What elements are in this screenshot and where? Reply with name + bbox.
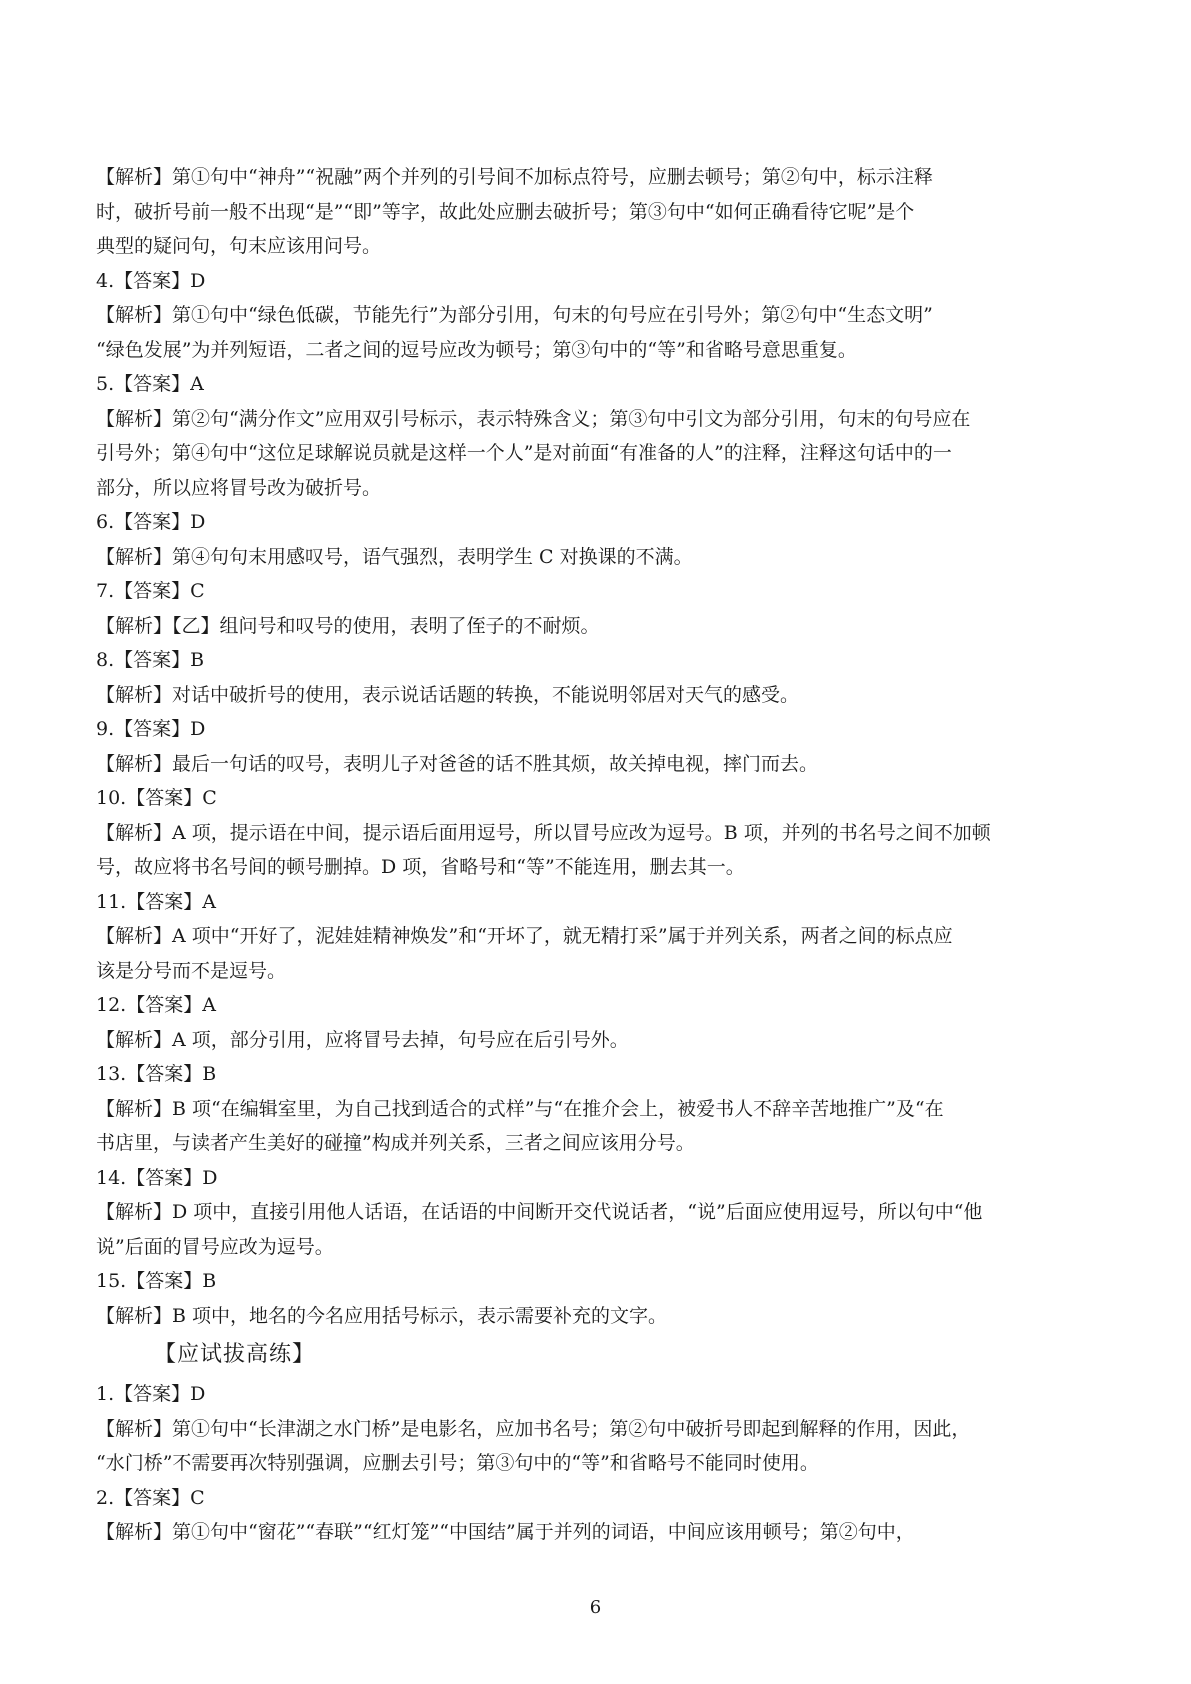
text-line: 【解析】【乙】组问号和叹号的使用，表明了侄子的不耐烦。 <box>96 614 600 637</box>
text-line: 5.【答案】A <box>96 373 204 395</box>
text-line: 【解析】B 项中，地名的今名应用括号标示，表示需要补充的文字。 <box>96 1304 668 1327</box>
text-line: 【解析】A 项中“开好了，泥娃娃精神焕发”和“开坏了，就无精打采”属于并列关系，两者之间的标点应 <box>96 925 953 947</box>
text-line: 部分，所以应将冒号改为破折号。 <box>96 476 382 499</box>
page-number: 6 <box>589 1597 602 1618</box>
section-heading: 【应试拔高练】 <box>154 1342 316 1367</box>
text-line: “水门桥”不需要再次特别强调，应删去引号；第③句中的“等”和省略号不能同时使用。 <box>96 1452 819 1474</box>
text-line: 说”后面的冒号应改为逗号。 <box>96 1235 334 1258</box>
text-line: 7.【答案】C <box>96 580 205 602</box>
text-line: 号，故应将书名号间的顿号删掉。D 项，省略号和“等”不能连用，删去其一。 <box>96 856 745 878</box>
text-line: 【解析】第①句中“神舟”“祝融”两个并列的引号间不加标点符号，应删去顿号；第②句中，标示注释 <box>96 166 933 188</box>
text-line: 【解析】第①句中“长津湖之水门桥”是电影名，应加书名号；第②句中破折号即起到解释的作用，因此， <box>96 1417 971 1440</box>
text-line: 11.【答案】A <box>96 890 216 913</box>
text-line: 【解析】第①句中“绿色低碳，节能先行”为部分引用，句末的句号应在引号外；第②句中“生态文明” <box>96 304 933 326</box>
answers-part-2 <box>96 1377 1096 1550</box>
text-line: 【解析】对话中破折号的使用，表示说话话题的转换，不能说明邻居对天气的感受。 <box>96 683 800 706</box>
text-line: 2.【答案】C <box>96 1486 205 1509</box>
text-line: 【解析】第④句句末用感叹号，语气强烈，表明学生 C 对换课的不满。 <box>96 545 693 568</box>
text-line: 8.【答案】B <box>96 649 205 671</box>
text-line: 12.【答案】A <box>96 994 216 1016</box>
text-line: 【解析】第①句中“窗花”“春联”“红灯笼”“中国结”属于并列的词语，中间应该用顿号；第②句中， <box>96 1521 915 1543</box>
text-line: 1.【答案】D <box>96 1383 206 1405</box>
text-line: “绿色发展”为并列短语，二者之间的逗号应改为顿号；第③句中的“等”和省略号意思重复。 <box>96 338 857 361</box>
answers-part-1 <box>96 160 1096 1333</box>
text-line: 【解析】B 项“在编辑室里，为自己找到适合的式样”与“在推介会上，被爱书人不辞辛苦地推广”及“在 <box>96 1097 944 1120</box>
text-line: 6.【答案】D <box>96 511 206 533</box>
text-line: 10.【答案】C <box>96 787 217 809</box>
text-line: 【解析】最后一句话的叹号，表明儿子对爸爸的话不胜其烦，故关掉电视，摔门而去。 <box>96 752 819 775</box>
text-line: 4.【答案】D <box>96 269 206 292</box>
text-line: 【解析】第②句“满分作文”应用双引号标示，表示特殊含义；第③句中引文为部分引用，句末的句号应在 <box>96 407 971 430</box>
text-line: 书店里，与读者产生美好的碰撞”构成并列关系，三者之间应该用分号。 <box>96 1132 695 1154</box>
text-line: 14.【答案】D <box>96 1166 218 1189</box>
text-line: 【解析】D 项中，直接引用他人话语，在话语的中间断开交代说话者，“说”后面应使用逗号，所以句中“他 <box>96 1201 983 1223</box>
answer-analysis-text <box>96 160 1096 1550</box>
text-line: 9.【答案】D <box>96 718 206 740</box>
text-line: 引号外；第④句中“这位足球解说员就是这样一个人”是对前面“有准备的人”的注释，注释这句话中的一 <box>96 442 952 464</box>
text-line: 【解析】A 项，部分引用，应将冒号去掉，句号应在后引号外。 <box>96 1028 629 1051</box>
text-line: 典型的疑问句，句末应该用问号。 <box>96 235 382 257</box>
text-line: 时，破折号前一般不出现“是”“即”等字，故此处应删去破折号；第③句中“如何正确看待它呢”是个 <box>96 200 915 223</box>
text-line: 该是分号而不是逗号。 <box>96 959 287 982</box>
text-line: 15.【答案】B <box>96 1270 217 1292</box>
text-line: 【解析】A 项，提示语在中间，提示语后面用逗号，所以冒号应改为逗号。B 项，并列的书名号之间不加顿 <box>96 821 991 844</box>
text-line: 13.【答案】B <box>96 1063 217 1085</box>
